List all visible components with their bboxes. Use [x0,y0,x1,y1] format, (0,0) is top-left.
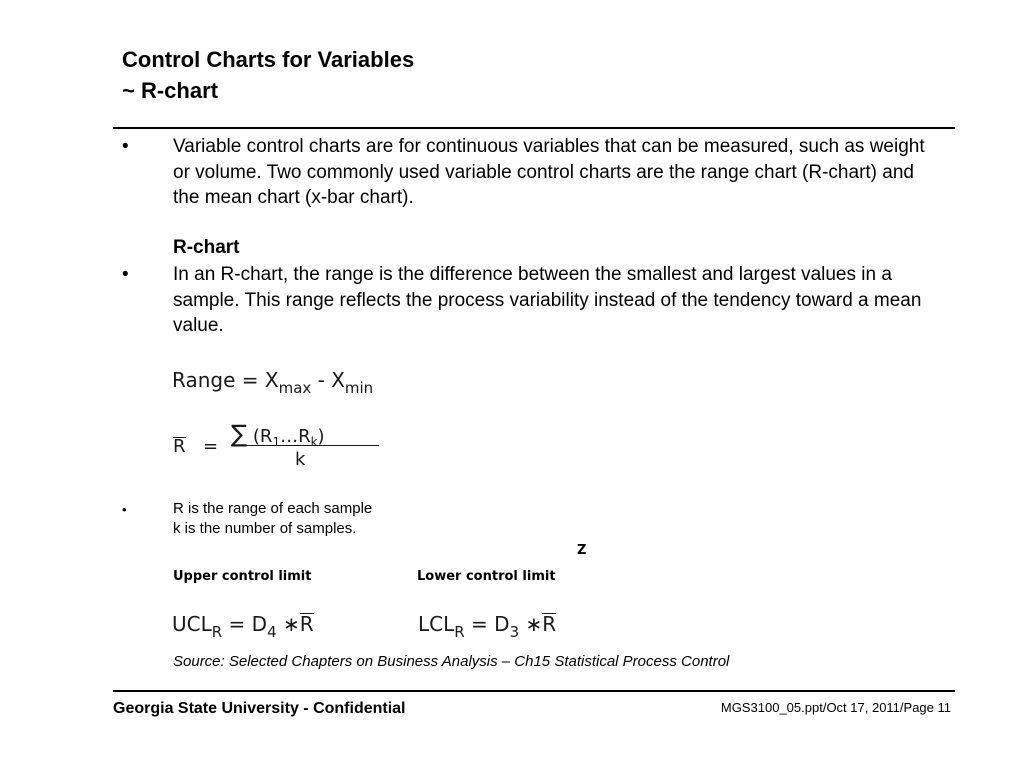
bullet-2: • [122,264,129,285]
x-min: $X_{min}$ [331,368,374,397]
definition-k: k is the number of samples. [173,520,357,537]
slide: Control Charts for Variables ~ R-chart • Variable control charts are for continuous variables that can be measured, such as weight or volume. Two commonly used variable control charts are the range chart (R-chart) and the mean chart (x-bar chart). R-chart • In an R-chart, the range is the difference between the smallest and largest values in a sample. This range reflects the process variability instead of the tendency toward a mean value. Range = $X_{max} - X_{min}$ R = ∑ $(R_1\dots R_k)$ k • R is the range of each sample k is the number of samples. Z Upper control limit Lower control limit $UCL_R = D_4$ ∗R $LCL_R = D_3$ ∗R Source: Selected Chapters on Business Analysis – Ch15 Statistical Process Control Georgia State University - Confidential MGS3100_05.ppt/Oct 17, 2011/Page 11 [0,0,1024,768]
range-formula: Range = $X_{max} - X_{min}$ [172,368,374,397]
upper-limit-label: Upper control limit [173,569,312,584]
bottom-divider [113,690,955,692]
definitions [173,499,372,539]
source-citation: Source: Selected Chapters on Business Analysis – Ch15 Statistical Process Control [173,653,730,670]
rbar-numerator: ∑ $(R_1\dots R_k)$ [231,420,325,449]
z-mark: Z [577,543,587,558]
intro-paragraph: Variable control charts are for continuous variables that can be measured, such as weight or volume. Two commonly used variable control charts are the range chart (R-chart) and the mean chart (x-bar chart). [173,136,925,208]
definition-r: R is the range of each sample [173,500,373,517]
lower-limit-label: Lower control limit [417,569,556,584]
rchart-heading: R-chart [173,237,240,258]
bullet-3: • [122,502,127,517]
fraction-bar [231,445,379,446]
top-divider [113,127,955,129]
title-line-2: ~ R-chart [122,78,218,103]
bullet-1: • [122,136,129,157]
slide-title [122,44,414,106]
footer-organization: Georgia State University - Confidential [113,700,406,717]
rchart-paragraph: In an R-chart, the range is the difference between the smallest and largest values in a sample. This range reflects the process variability instead of the tendency toward a mean value. [173,264,922,336]
range-lhs: Range = [172,368,259,392]
title-line-1: Control Charts for Variables [122,47,415,72]
x-max: $X_{max}$ [264,368,312,397]
ucl-formula: $UCL_R = D_4$ ∗R [172,612,314,641]
rbar-symbol: R [173,436,186,457]
rbar-denominator: k [295,449,306,470]
footer-page-info: MGS3100_05.ppt/Oct 17, 2011/Page 11 [720,700,951,715]
lcl-formula: $LCL_R = D_3$ ∗R [418,612,557,641]
